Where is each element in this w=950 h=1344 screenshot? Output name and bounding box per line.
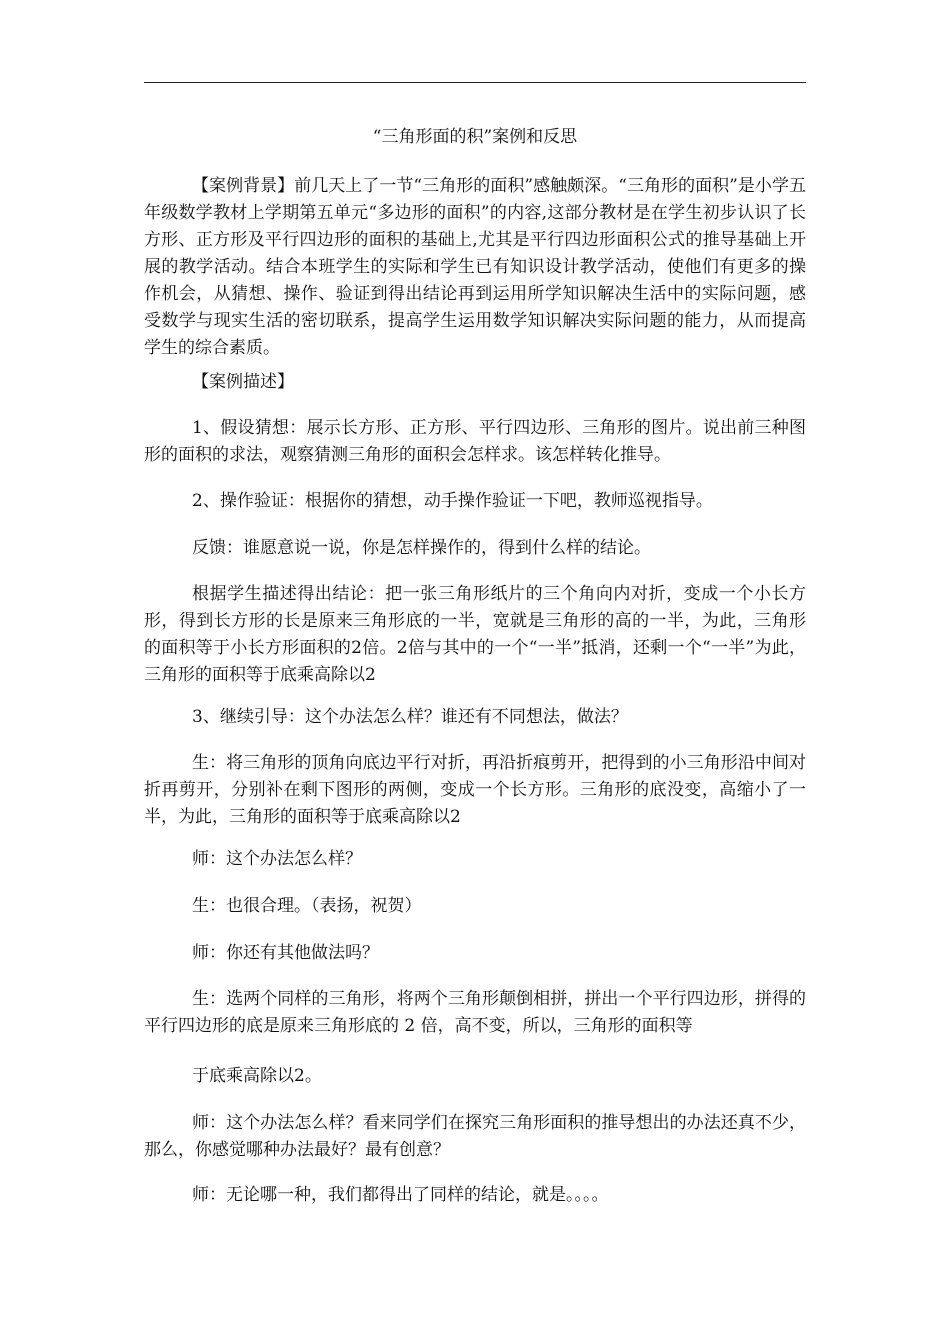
document-title: “三角形面的积”案例和反思: [372, 127, 578, 147]
paragraph-teacher-4: 师：无论哪一种，我们都得出了同样的结论，就是。。。。: [192, 1185, 609, 1205]
paragraph-student-2: 生：也很合理。（表扬，祝贺）: [192, 896, 422, 916]
paragraph-teacher-3: 师：这个办法怎么样？看来同学们在探究三角形面积的推导想出的办法还真不少，那么，你感觉哪种办法最好？最有创意？: [144, 1113, 806, 1160]
paragraph-step-3: 3、继续引导：这个办法怎么样？谁还有不同想法，做法？: [192, 707, 628, 727]
header-rule: [144, 82, 806, 83]
paragraph-conclusion: 根据学生描述得出结论：把一张三角形纸片的三个角向内对折，变成一个小长方形，得到长方形的长是原来三角形底的一半，宽就是三角形的高的一半，为此，三角形的面积等于小长方形面积的2倍。2倍与其中的一个“一半”抵消，还剩一个“一半”为此，三角形的面积等于底乘高除以2: [144, 584, 806, 685]
paragraph-step-2: 2、操作验证：根据你的猜想，动手操作验证一下吧，教师巡视指导。: [192, 491, 713, 511]
paragraph-teacher-1: 师：这个办法怎么样？: [192, 849, 362, 869]
paragraph-student-3: 生：选两个同样的三角形，将两个三角形颠倒相拼，拼出一个平行四边形，拼得的平行四边形的底是原来三角形底的 2 倍，高不变，所以，三角形的面积等: [144, 989, 806, 1036]
paragraph-step-1: 1、假设猜想：展示长方形、正方形、平行四边形、三角形的图片。说出前三种图形的面积的求法，观察猜测三角形的面积会怎样求。该怎样转化推导。: [144, 418, 806, 465]
paragraph-teacher-2: 师：你还有其他做法吗？: [192, 943, 379, 963]
paragraph-description-heading: 【案例描述】: [192, 372, 294, 392]
paragraph-feedback: 反馈：谁愿意说一说，你是怎样操作的，得到什么样的结论。: [192, 538, 651, 558]
paragraph-student-1: 生：将三角形的顶角向底边平行对折，再沿折痕剪开，把得到的小三角形沿中间对折再剪开，分别补在剩下图形的两侧，变成一个长方形。三角形的底没变，高缩小了一半，为此，三角形的面积等于底乘高除以2: [144, 753, 806, 827]
paragraph-background: 【案例背景】前几天上了一节“三角形的面积”感触颇深。“三角形的面积”是小学五年级数学教材上学期第五单元“多边形的面积”的内容,这部分教材是在学生初步认识了长方形、正方形及平行四边形的面积的基础上,尤其是平行四边形面积公式的推导基础上开展的教学活动。结合本班学生的实际和学生已有知识设计教学活动，使他们有更多的操作机会，从猜想、操作、验证到得出结论再到运用所学知识解决生活中的实际问题，感受数学与现实生活的密切联系，提高学生运用数学知识解决实际问题的能力，从而提高学生的综合素质。: [144, 176, 806, 358]
paragraph-student-3-continued: 于底乘高除以2。: [192, 1066, 322, 1086]
